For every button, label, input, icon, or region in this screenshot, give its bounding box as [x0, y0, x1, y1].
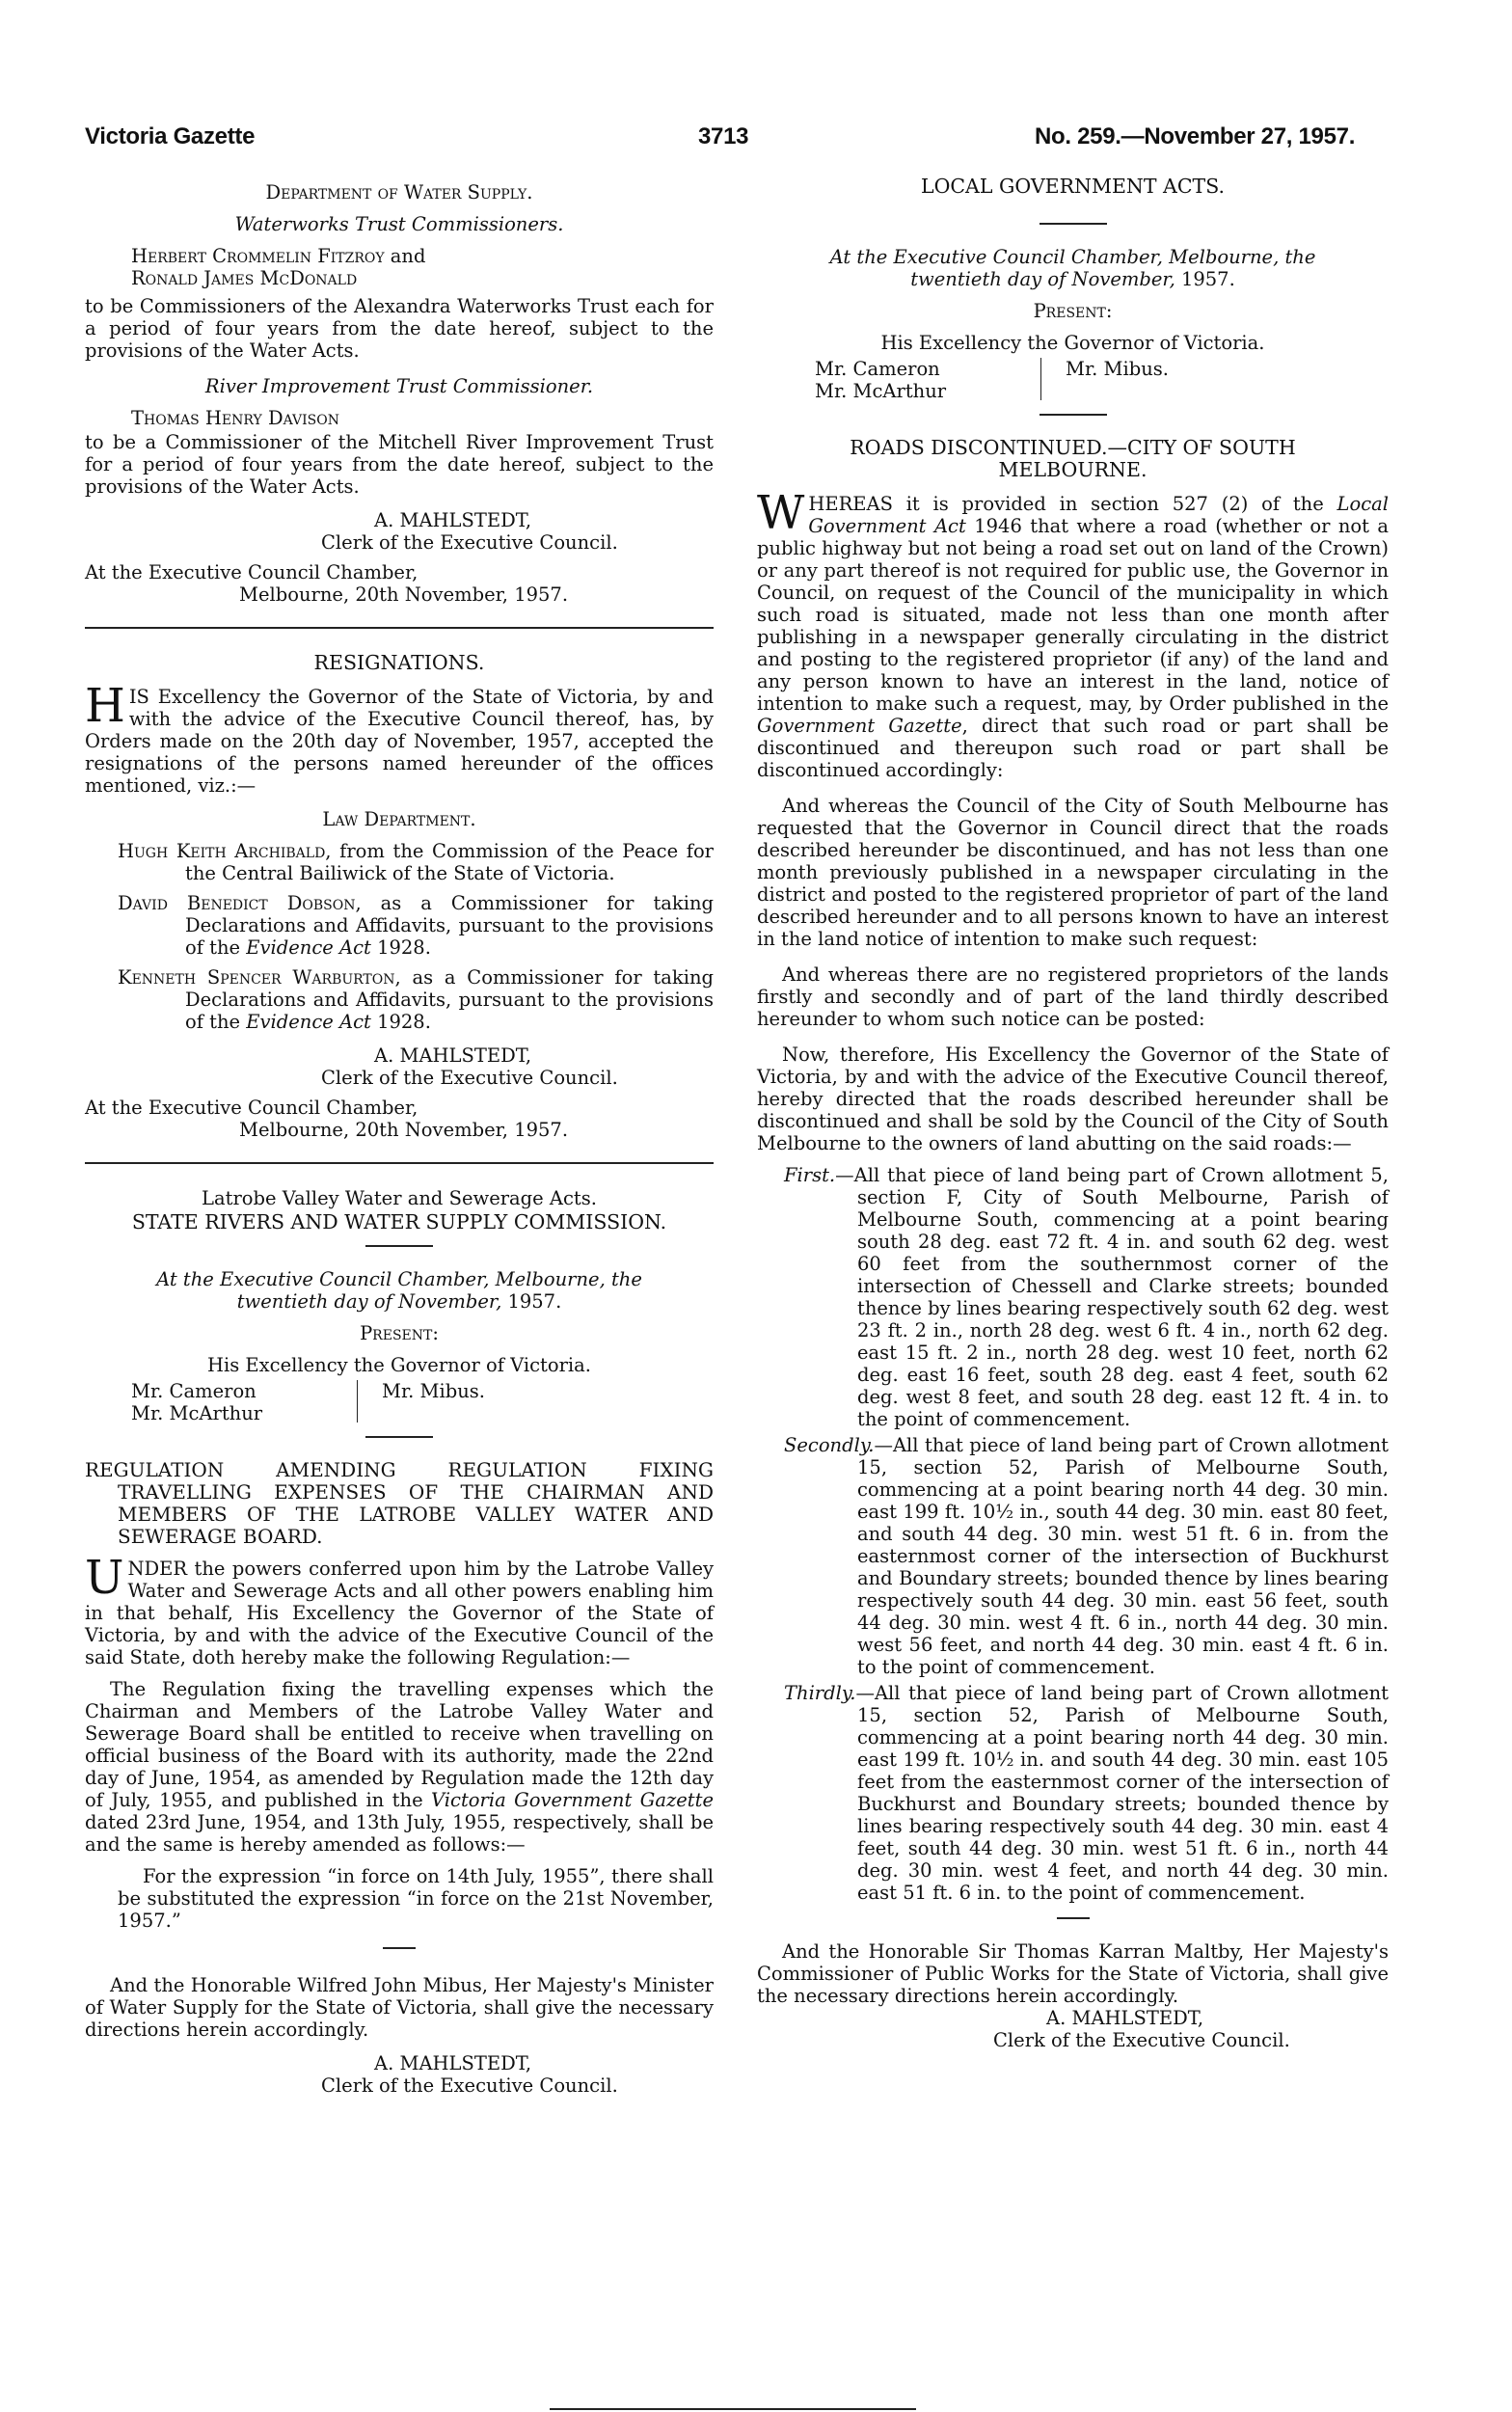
bracket-line — [357, 1380, 382, 1401]
short-divider — [365, 1245, 433, 1247]
member-name: Mr. McArthur — [131, 1402, 263, 1424]
waterworks-text: to be Commissioners of the Alexandra Waterworks Trust each for a period of four years from the date hereof, subject to the provisions of the Water Acts. — [85, 295, 714, 362]
right-column — [757, 176, 1389, 2059]
members-present — [815, 358, 1389, 402]
resignee-name: Kenneth Spencer Warburton — [118, 966, 395, 989]
left-column — [85, 176, 714, 2104]
chamber-year: 1957. — [501, 1290, 562, 1313]
member-name: Mr. McArthur — [815, 380, 947, 402]
act-year: 1928. — [370, 1011, 431, 1033]
chamber-text: At the Executive Council Chamber, Melbourne, the twentieth day of November, — [829, 246, 1316, 290]
regulation-text: dated 23rd June, 1954, and 13th July, 1955, respectively, shall be and the same is hereby amended as follows:— — [85, 1811, 714, 1856]
signatory-title: Clerk of the Executive Council. — [321, 1067, 618, 1089]
act-name: Evidence Act — [246, 936, 371, 959]
short-divider — [1040, 414, 1107, 416]
minister-directive: And the Honorable Wilfred John Mibus, Her Majesty's Minister of Water Supply for the State of Victoria, shall give the necessary directions herein accordingly. — [85, 1974, 714, 2041]
resignation-text: , from the Commission of the Peace for the Central Bailiwick of the State of Victoria. — [185, 840, 715, 884]
gazette-reference: Government Gazette — [757, 715, 962, 737]
section-divider — [85, 1162, 714, 1164]
resignation-text: , as a Commissioner for taking Declarations and Affidavits, pursuant to the provisions of the — [185, 966, 714, 1033]
short-divider — [1057, 1917, 1090, 1919]
place-line: At the Executive Council Chamber, — [85, 561, 418, 583]
no-proprietors-paragraph: And whereas there are no registered proprietors of the lands firstly and secondly and of part of the land thirdly described hereunder to whom such notice can be posted: — [757, 963, 1389, 1030]
parcel-label: Secondly. — [784, 1434, 875, 1456]
parcel-first — [757, 1164, 1389, 1430]
appointee-names — [131, 245, 714, 267]
member-name: Mr. Mibus. — [1066, 358, 1169, 380]
preamble-text: NDER the powers conferred upon him by the Latrobe Valley Water and Sewerage Acts and all other powers enabling him in that behalf, His Excellency the Governor of the State of Victoria, by and with the advice of the Executive Council of the said State, doth hereby make the following Regulation:— — [85, 1558, 714, 1668]
signatory-name: A. MAHLSTEDT, — [374, 2052, 532, 2074]
bracket-line — [1040, 358, 1066, 379]
page-bottom-rule — [550, 2408, 916, 2410]
river-subheading: River Improvement Trust Commissioner. — [204, 375, 594, 397]
chamber-text: At the Executive Council Chamber, Melbourne, the twentieth day of November, — [156, 1268, 642, 1313]
local-gov-heading: LOCAL GOVERNMENT ACTS. — [920, 175, 1226, 198]
signatory-name: A. MAHLSTEDT, — [374, 509, 532, 531]
date-line: Melbourne, 20th November, 1957. — [239, 583, 569, 606]
intro-text: IS Excellency the Governor of the State of Victoria, by and with the advice of the Executive Council thereof, has, by Orders made on the 20th day of November, 1957, accepted the resignations of the persons named hereunder of the offices mentioned, viz.:— — [85, 686, 714, 797]
conjunction: and — [384, 245, 426, 267]
chamber-line — [757, 246, 1389, 290]
short-divider — [383, 1947, 416, 1949]
act-name: Evidence Act — [246, 1011, 371, 1033]
governor-line: His Excellency the Governor of Victoria. — [880, 332, 1265, 354]
local-government-notice — [757, 176, 1389, 416]
chamber-year: 1957. — [1174, 268, 1235, 290]
bracket-line — [1040, 379, 1066, 400]
appointee-name: Herbert Crommelin Fitzroy — [131, 245, 385, 267]
parcel-description: —All that piece of land being part of Crown allotment 5, section F, City of South Melbourne, Parish of Melbourne South, commencing at a point bearing south 28 deg. east 72 ft. 4 in. and south 62 deg. west 60 feet from the southernmost corner of the intersection of Chessell and Clarke streets; bounded thence by lines bearing respectively south 62 deg. west 23 ft. 2 in., north 28 deg. west 6 ft. 4 in., north 62 deg. east 15 ft. 2 in., north 28 deg. west 10 feet, north 62 deg. east 16 feet, south 28 deg. east 4 feet, south 62 deg. west 8 feet, and south 28 deg. east 12 ft. 4 in. to the point of commencement. — [835, 1164, 1389, 1430]
date-line: Melbourne, 20th November, 1957. — [239, 1119, 569, 1141]
acts-heading: Latrobe Valley Water and Sewerage Acts. — [202, 1187, 597, 1209]
member-name: Mr. Cameron — [131, 1380, 256, 1402]
river-appointee: Thomas Henry Davison — [131, 407, 339, 429]
parcel-description: —All that piece of land being part of Crown allotment 15, section 52, Parish of Melbourne South, commencing at a point bearing north 44 deg. 30 min. east 199 ft. 10½ in., south 44 deg. 30 min. east 80 feet, and south 44 deg. 30 min. west 51 ft. 6 in. from the easternmost corner of the intersection of Buckhurst and Boundary streets; bounded thence by lines bearing respectively south 44 deg. 30 min. east 56 feet, south 44 deg. 30 min. west 4 ft. 6 in., north 44 deg. 30 min. west 56 feet, and north 44 deg. 30 min. east 4 ft. 6 in. to the point of commencement. — [857, 1434, 1389, 1678]
chamber-line — [85, 1268, 714, 1313]
short-divider — [365, 1436, 433, 1438]
whereas-text: , direct that such road or part shall be discontinued and thereupon such road or part shall be discontinued accordingly: — [757, 715, 1390, 781]
signatory-title: Clerk of the Executive Council. — [993, 2029, 1290, 2051]
resignations-notice — [85, 652, 714, 1141]
council-request-paragraph: And whereas the Council of the City of South Melbourne has requested that the Governor in Council direct that the roads described hereunder be discontinued, and has not less than one month previously published in a newspaper circulating in the district and posted to the registered proprietor of part of the land described hereunder and to all persons known to have an interest in the land notice of intention to make such request: — [757, 795, 1389, 950]
resignation-text: , as a Commissioner for taking Declarations and Affidavits, pursuant to the provisions of the — [185, 892, 715, 959]
parcel-description: —All that piece of land being part of Crown allotment 15, section 52, Parish of Melbourne South, commencing at a point bearing north 44 deg. 30 min. east 199 ft. 10½ in. and south 44 deg. 30 min. east 105 feet from the easternmost corner of the intersection of Buckhurst and Boundary streets; bounded thence by lines bearing respectively south 44 deg. 30 min. east 4 feet, south 44 deg. 30 min. west 51 ft. 6 in., north 44 deg. 30 min. west 4 feet, and north 44 deg. 30 min. east 51 ft. 6 in. to the point of commencement. — [855, 1682, 1389, 1904]
department-heading: Department of Water Supply. — [265, 181, 533, 203]
act-year: 1928. — [370, 936, 431, 959]
regulation-title: REGULATION AMENDING REGULATION FIXING TRAVELLING EXPENSES OF THE CHAIRMAN AND MEMBERS OF THE LATROBE VALLEY WATER AND SEWERAGE BOARD. — [85, 1458, 714, 1548]
minister-directive: And the Honorable Sir Thomas Karran Maltby, Her Majesty's Commissioner of Public Works for the State of Victoria, shall give the necessary directions herein accordingly. — [757, 1940, 1389, 2007]
roads-discontinued-notice — [757, 437, 1389, 2051]
regulation-preamble — [85, 1551, 714, 1668]
short-divider — [1040, 223, 1107, 225]
resignation-entry — [85, 892, 714, 959]
signatory-name: A. MAHLSTEDT, — [1046, 2007, 1204, 2029]
section-divider — [85, 627, 714, 629]
signatory-name: A. MAHLSTEDT, — [374, 1044, 532, 1067]
latrobe-notice — [85, 1187, 714, 2097]
amendment-text: For the expression “in force on 14th July, 1955”, there shall be substituted the expression “in force on the 21st November, 1957.” — [118, 1865, 714, 1932]
appointee-name: Ronald James McDonald — [131, 267, 358, 289]
resignee-name: David Benedict Dobson — [118, 892, 356, 914]
members-present — [131, 1380, 714, 1424]
drop-cap: U — [85, 1551, 124, 1605]
regulation-text: The Regulation fixing the travelling expenses which the Chairman and Members of the Latrobe Valley Water and Sewerage Board shall be entitled to receive when travelling on official business of the Board with its authority, made the 22nd day of June, 1954, as amended by Regulation made the 12th day of July, 1955, and published in the — [85, 1678, 714, 1811]
present-label: Present: — [360, 1322, 439, 1344]
place-line: At the Executive Council Chamber, — [85, 1097, 418, 1119]
law-department-heading: Law Department. — [322, 808, 476, 830]
act-name: Local Government Act — [808, 493, 1389, 537]
page-number: 3713 — [698, 123, 749, 149]
regulation-body — [85, 1678, 714, 1856]
issue-date: No. 259.—November 27, 1957. — [1035, 123, 1356, 149]
whereas-text: HEREAS it is provided in section 527 (2) of the — [808, 493, 1337, 515]
whereas-paragraph — [757, 486, 1390, 781]
drop-cap: H — [85, 679, 125, 733]
governor-line: His Excellency the Governor of Victoria. — [206, 1354, 591, 1376]
parcel-label: First. — [784, 1164, 836, 1186]
member-name: Mr. Mibus. — [382, 1380, 485, 1402]
roads-heading: ROADS DISCONTINUED.—CITY OF SOUTH MELBOURNE. — [850, 436, 1296, 481]
resignations-intro — [85, 679, 714, 797]
resignee-name: Hugh Keith Archibald — [118, 840, 326, 862]
gazette-reference: Victoria Government Gazette — [431, 1789, 714, 1811]
commission-heading: STATE RIVERS AND WATER SUPPLY COMMISSION. — [131, 1210, 667, 1233]
signatory-title: Clerk of the Executive Council. — [321, 2074, 618, 2097]
resignation-entry — [85, 840, 714, 884]
drop-cap: W — [757, 486, 805, 540]
bracket-line — [357, 1401, 382, 1423]
member-name: Mr. Cameron — [815, 358, 940, 380]
publication-title: Victoria Gazette — [85, 123, 256, 149]
whereas-text: 1946 that where a road (whether or not a public highway but not being a road set out on land of the Crown) or any part thereof is not required for public use, the Governor in Council, on request of the Council of the municipality in which such road is situated, made not less than one month after publishing in a newspaper generally circulating in the district and posting to the registered proprietor (if any) of the land and any person known to have an interest in the land, notice of intention to make such a request, may, by Order published in the — [757, 515, 1390, 715]
signatory-title: Clerk of the Executive Council. — [321, 531, 618, 554]
order-paragraph: Now, therefore, His Excellency the Governor of the State of Victoria, by and with the advice of the Executive Council thereof, hereby directed that the roads described hereunder shall be discontinued and shall be sold by the Council of the City of South Melbourne to the owners of land abutting on the said roads:— — [757, 1043, 1389, 1154]
resignations-heading: RESIGNATIONS. — [313, 651, 485, 674]
river-text: to be a Commissioner of the Mitchell River Improvement Trust for a period of four years from the date hereof, subject to the provisions of the Water Acts. — [85, 431, 714, 498]
present-label: Present: — [1033, 300, 1113, 322]
resignation-entry — [85, 966, 714, 1033]
waterworks-subheading: Waterworks Trust Commissioners. — [234, 213, 564, 235]
parcel-third — [757, 1682, 1389, 1904]
parcel-label: Thirdly. — [784, 1682, 856, 1704]
parcel-second — [757, 1434, 1389, 1678]
water-supply-notice — [85, 181, 714, 606]
